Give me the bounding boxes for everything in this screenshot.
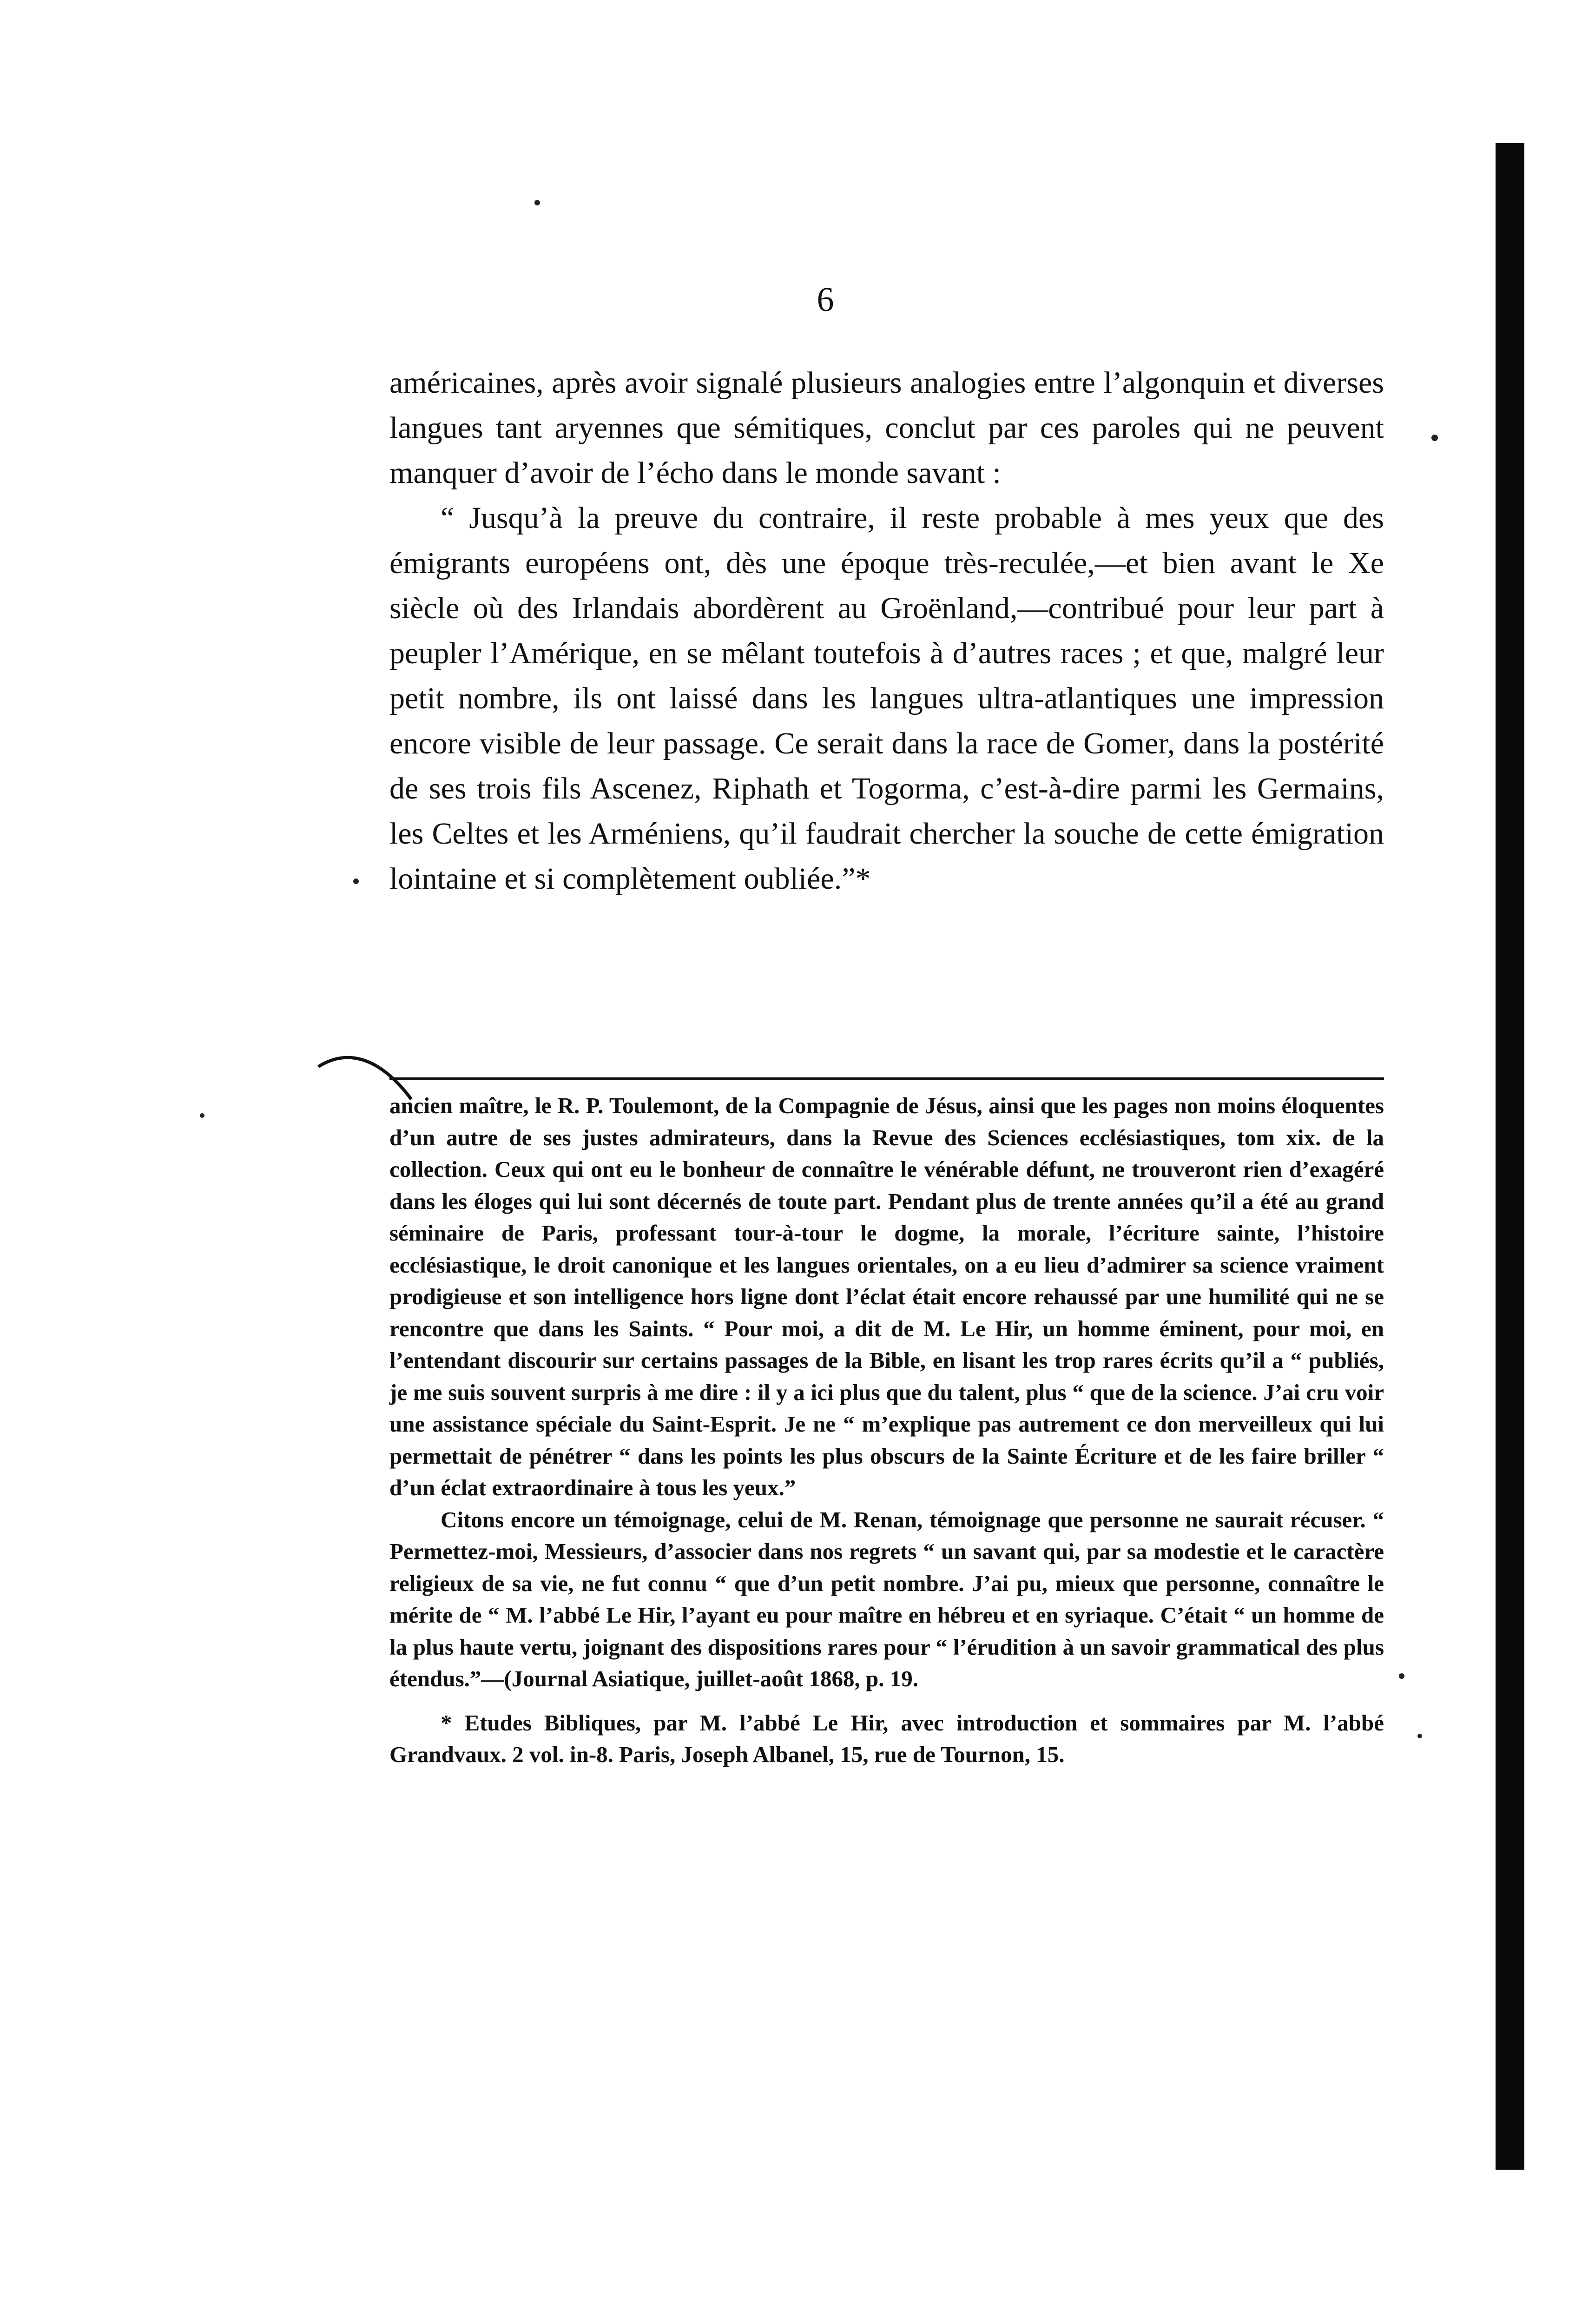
footnote-continued: ancien maître, le R. P. Toulemont, de la Compagnie de Jésus, ainsi que les pages non moins éloquentes d’un autre de ses justes admirateurs, dans la Revue des Sciences ecclésiastiques, tom xix. de la collection. Ceux qui ont eu le bonheur de connaître le vénérable défunt, ne trouveront rien d’exagéré dans les éloges qui lui sont décernés de toute part. Pendant plus de trente années qu’il a été au grand séminaire de Paris, professant tour-à-tour le dogme, la morale, l’écriture sainte, l’histoire ecclésiastique, le droit canonique et les langues orientales, on a eu lieu d’admirer sa science vraiment prodigieuse et son intelligence hors ligne dont l’éclat était encore rehaussé par une humilité qui ne se rencontre que dans les Saints. “ Pour moi, a dit de M. Le Hir, un homme éminent, pour moi, en l’entendant discourir sur certains passages de la Bible, en lisant les trop rares écrits qu’il a “ publiés, je me suis souvent surpris à me dire : il y a ici plus que du talent, plus “ que de la science. J’ai cru voir une assistance spéciale du Saint-Esprit. Je ne “ m’explique pas autrement ce don merveilleux qui lui permettait de pénétrer “ dans les points les plus obscurs de la Sainte Écriture et de les faire briller “ d’un éclat extraordinaire à tous les yeux.” <box>389 1093 1384 1500</box>
footnote-paragraph: Citons encore un témoignage, celui de M. Renan, témoignage que personne ne saurait récuser. “ Permettez-moi, Messieurs, d’associer dans nos regrets “ un savant qui, par sa modestie et le caractère religieux de sa vie, ne fut connu “ que d’un petit nombre. J’ai pu, mieux que personne, connaître le mérite de “ M. l’abbé Le Hir, l’ayant eu pour maître en hébreu et en syriaque. C’était “ un homme de la plus haute vertu, joignant des dispositions rares pour “ l’érudition à un savoir grammatical des plus étendus.”—(Journal Asiatique, juillet-août 1868, p. 19. <box>389 1506 1384 1691</box>
scan-speck <box>353 878 359 884</box>
footnotes <box>389 1090 1384 1771</box>
scan-speck <box>1399 1673 1404 1679</box>
scan-speck <box>534 200 540 205</box>
scan-speck <box>1431 435 1438 441</box>
scan-margin-bar <box>1496 143 1524 2170</box>
paragraph: américaines, après avoir signalé plusieurs analogies entre l’algonquin et diverses langues tant aryennes que sémitiques, conclut par ces paroles qui ne peuvent manquer d’avoir de l’écho dans le monde savant : <box>389 366 1384 490</box>
quotation-paragraph: “ Jusqu’à la preuve du contraire, il reste probable à mes yeux que des émigrants européens ont, dès une époque très-reculée,—et bien avant le Xe siècle où des Irlandais abordèrent au Groënland,—contribué pour leur part à peupler l’Amérique, en se mêlant toutefois à d’autres races ; et que, malgré leur petit nombre, ils ont laissé dans les langues ultra-atlantiques une impression encore visible de leur passage. Ce serait dans la race de Gomer, dans la postérité de ses trois fils Ascenez, Riphath et Togorma, c’est-à-dire parmi les Germains, les Celtes et les Arméniens, qu’il faudrait chercher la souche de cette émigration lointaine et si complètement oubliée.”* <box>389 501 1384 896</box>
main-text <box>389 360 1384 901</box>
page-number: 6 <box>817 281 834 319</box>
scan-speck <box>200 1113 204 1118</box>
footnote-reference: * Etudes Bibliques, par M. l’abbé Le Hir, avec introduction et sommaires par M. l’abbé Grandvaux. 2 vol. in-8. Paris, Joseph Albanel, 15, rue de Tournon, 15. <box>389 1710 1384 1767</box>
footnote-rule <box>389 1077 1384 1080</box>
scan-speck <box>1417 1734 1422 1738</box>
